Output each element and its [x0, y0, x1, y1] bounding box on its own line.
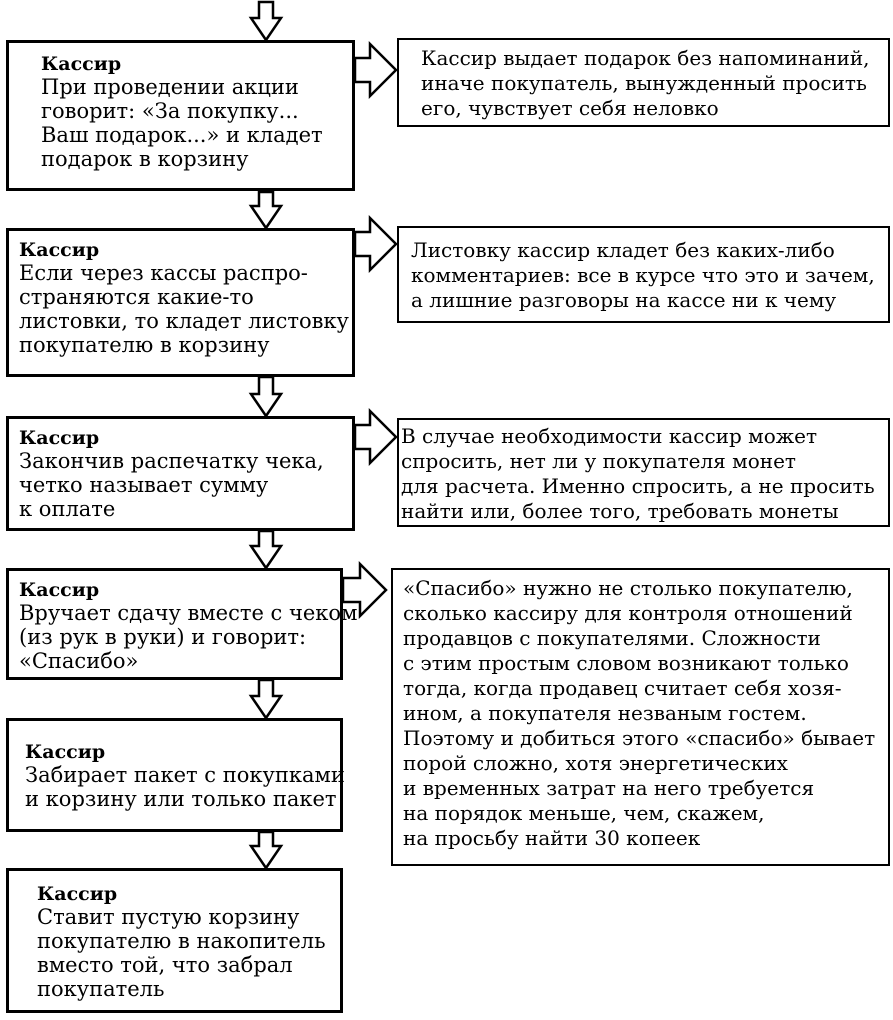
note-text-line: сколько кассиру для контроля отношений [403, 601, 853, 625]
note-text-line: его, чувствует себя неловко [421, 96, 719, 120]
step-title: Кассир [41, 53, 122, 75]
note-text-line: спросить, нет ли у покупателя монет [401, 449, 796, 473]
down-arrow-top [251, 2, 281, 40]
note-text-line: порой сложно, хотя энергетических [403, 751, 788, 775]
note-text-line: Листовку кассир кладет без каких-либо [411, 238, 835, 262]
step-box-6 [6, 868, 343, 1013]
note-box-1 [397, 38, 890, 127]
note-text-line: ином, а покупателя незваным гостем. [403, 701, 807, 725]
note-text-line: для расчета. Именно спросить, а не просить [401, 474, 875, 498]
down-arrow-5 [251, 832, 281, 868]
step-title: Кассир [19, 427, 100, 449]
step-text-line: При проведении акции [41, 75, 299, 99]
down-arrow-2 [251, 377, 281, 416]
step-text-line: листовки, то кладет листовку [19, 309, 349, 333]
note-text-line: комментариев: все в курсе что это и зачем, [411, 263, 875, 287]
step-text-line: «Спасибо» [19, 649, 139, 673]
note-box-3 [397, 418, 890, 527]
note-text-line: найти или, более того, требовать монеты [401, 499, 839, 523]
note-text-line: Кассир выдает подарок без напоминаний, [421, 46, 870, 70]
step-text-line: покупатель [37, 977, 165, 1001]
right-arrow-3 [355, 411, 396, 463]
step-title: Кассир [19, 239, 100, 261]
down-arrow-1 [251, 192, 281, 228]
step-box-4 [6, 568, 358, 680]
note-text-line: на просьбу найти 30 копеек [403, 826, 701, 850]
step-text-line: Закончив распечатку чека, [19, 449, 324, 473]
step-box-2 [6, 228, 355, 377]
step-text-line: покупателю в накопитель [37, 929, 326, 953]
step-text-line: Забирает пакет с покупками [25, 763, 345, 787]
note-text-line: «Спасибо» нужно не столько покупателю, [403, 576, 853, 600]
down-arrow-4 [251, 680, 281, 718]
note-box-4 [391, 568, 890, 866]
step-text-line: Ставит пустую корзину [37, 905, 300, 929]
step-text-line: к оплате [19, 497, 116, 521]
step-text-line: Если через кассы распро- [19, 261, 308, 285]
step-text-line: говорит: «За покупку... [41, 99, 299, 123]
note-text-line: на порядок меньше, чем, скажем, [403, 801, 765, 825]
step-box-5 [6, 718, 343, 832]
note-box-2 [397, 226, 890, 323]
note-text-line: и временных затрат на него требуется [403, 776, 815, 800]
note-text-line: а лишние разговоры на кассе ни к чему [411, 288, 837, 312]
note-text-line: Поэтому и добиться этого «спасибо» бывает [403, 726, 876, 750]
step-title: Кассир [37, 883, 118, 905]
step-text-line: вместо той, что забрал [37, 953, 293, 977]
note-text-line: В случае необходимости кассир может [401, 424, 818, 448]
step-text-line: четко называет сумму [19, 473, 269, 497]
step-text-line: страняются какие-то [19, 285, 254, 309]
step-box-3 [6, 416, 355, 531]
step-text-line: Ваш подарок...» и кладет [41, 123, 323, 147]
note-text-line: с этим простым словом возникают только [403, 651, 849, 675]
step-title: Кассир [19, 579, 100, 601]
step-box-1 [6, 40, 355, 191]
note-text-line: продавцов с покупателями. Сложности [403, 626, 821, 650]
right-arrow-1 [355, 44, 396, 96]
step-title: Кассир [25, 741, 106, 763]
note-text-line: тогда, когда продавец считает себя хозя- [403, 676, 842, 700]
step-text-line: и корзину или только пакет [25, 787, 337, 811]
right-arrow-2 [355, 218, 396, 270]
step-text-line: Вручает сдачу вместе с чеком [19, 601, 358, 625]
step-text-line: (из рук в руки) и говорит: [19, 625, 307, 649]
step-text-line: подарок в корзину [41, 147, 249, 171]
step-text-line: покупателю в корзину [19, 333, 270, 357]
note-text-line: иначе покупатель, вынужденный просить [421, 71, 867, 95]
down-arrow-3 [251, 531, 281, 568]
